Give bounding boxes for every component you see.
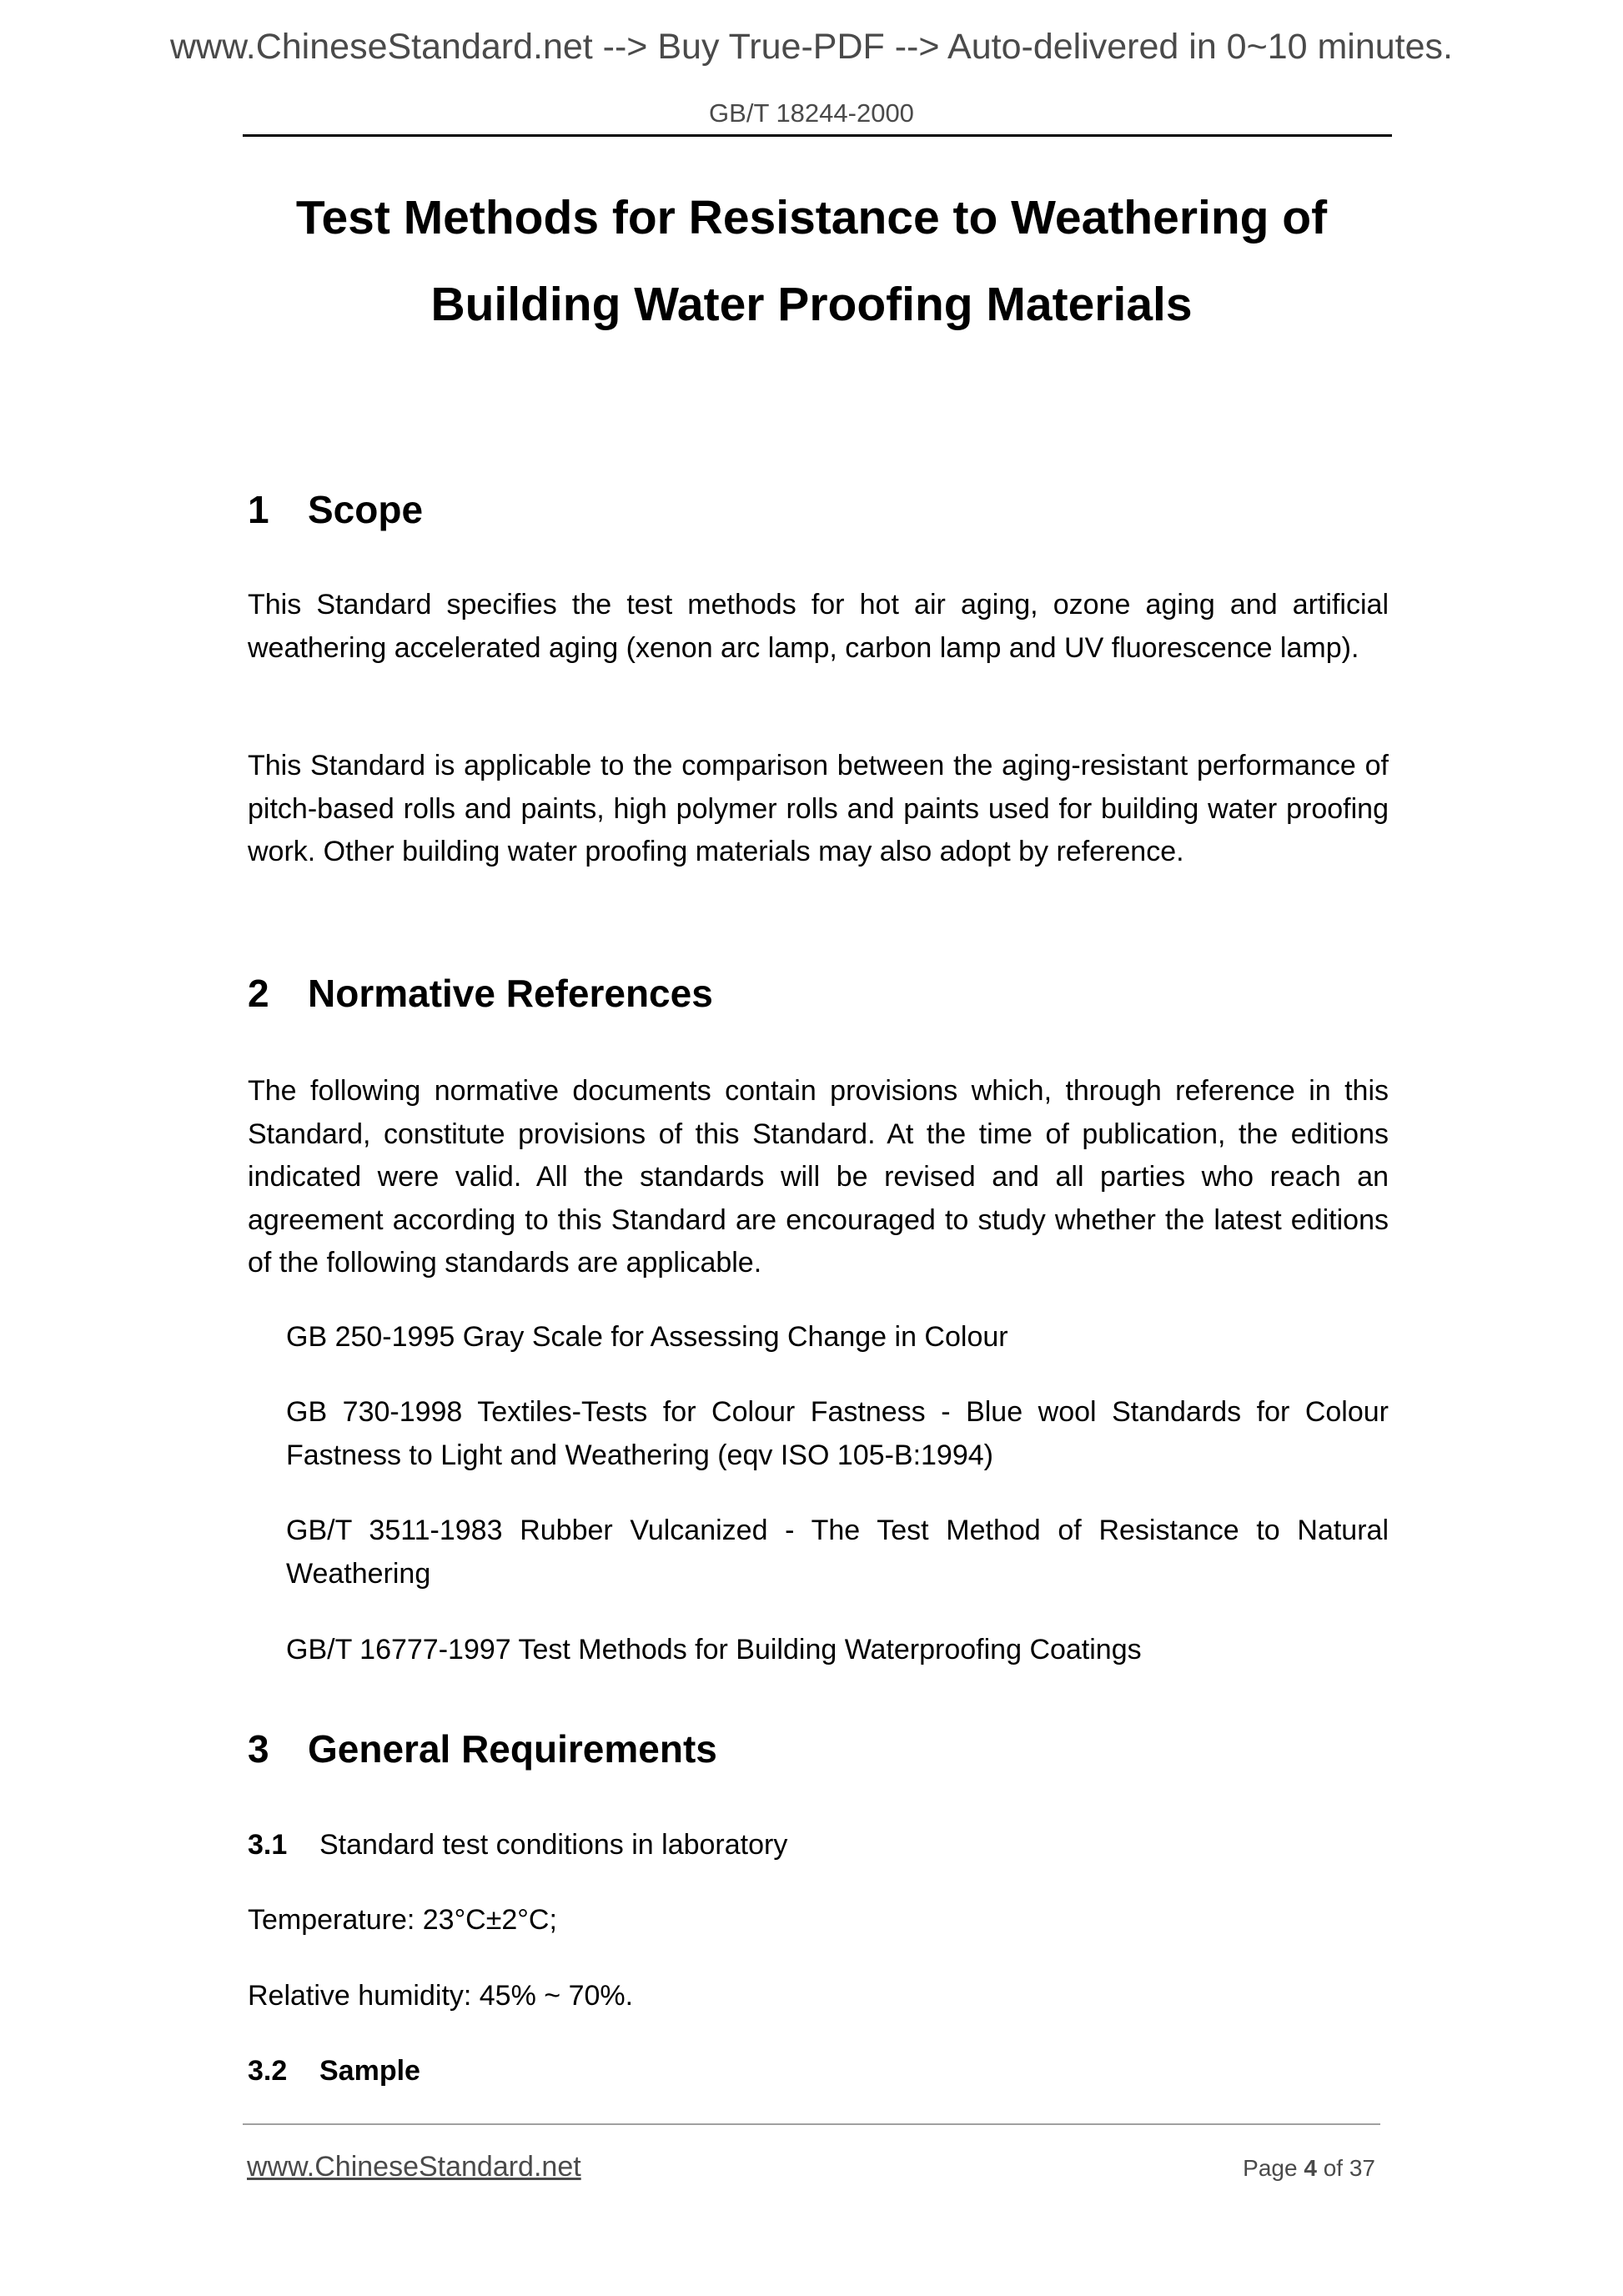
page-total: 37 xyxy=(1349,2155,1375,2181)
reference-item: GB 730-1998 Textiles-Tests for Colour Fastness - Blue wool Standards for Colour Fastness to Light and Weathering (eqv ISO 105-B:1994) xyxy=(286,1396,1389,1471)
section-title: Scope xyxy=(308,488,424,531)
section-number: 1 xyxy=(248,488,269,531)
subsection-title: Standard test conditions in laboratory xyxy=(319,1829,788,1861)
page-indicator xyxy=(1234,2153,1375,2183)
paragraph: The following normative documents contain provisions which, through reference in this Standard, constitute provisions of this Standard. At the time of publication, the editions indicated were valid. All the standards will be revised and all parties who reach an agreement according to this Standard are encouraged to study whether the latest editions of the following standards are applicable. xyxy=(248,1075,1389,1279)
section-heading-normative-references xyxy=(248,970,713,1017)
document-title-line2: Building Water Proofing Materials xyxy=(430,278,1193,331)
paragraph: This Standard is applicable to the comparison between the aging-resistant performance of pitch-based rolls and paints, high polymer rolls and paints used for building water proofing work. Other building water proofing materials may also adopt by reference. xyxy=(248,750,1389,867)
page-prefix: Page xyxy=(1243,2155,1304,2181)
subsection-heading-3-2 xyxy=(248,2050,420,2093)
document-title-line1: Test Methods for Resistance to Weathering of xyxy=(295,191,1328,244)
footer-site-link[interactable]: www.ChineseStandard.net xyxy=(247,2151,581,2183)
subsection-heading-3-1 xyxy=(248,1824,787,1866)
footer-divider xyxy=(243,2123,1380,2125)
section-title: General Requirements xyxy=(308,1727,717,1771)
reference-item: GB 250-1995 Gray Scale for Assessing Change in Colour xyxy=(286,1321,1008,1353)
section-number: 3 xyxy=(248,1727,269,1771)
temperature-line: Temperature: 23°C±2°C; xyxy=(248,1904,557,1936)
section-heading-general-requirements xyxy=(248,1726,717,1772)
page-of: of xyxy=(1316,2155,1349,2181)
paragraph: This Standard specifies the test methods for hot air aging, ozone aging and artificial weathering accelerated aging (xenon arc lamp, carbon lamp and UV fluorescence lamp). xyxy=(248,589,1389,664)
header-banner: www.ChineseStandard.net --> Buy True-PDF --> Auto-delivered in 0~10 minutes. xyxy=(169,27,1453,67)
reference-item: GB/T 3511-1983 Rubber Vulcanized - The Test Method of Resistance to Natural Weathering xyxy=(286,1515,1389,1590)
standard-code: GB/T 18244-2000 xyxy=(709,98,914,128)
humidity-line: Relative humidity: 45% ~ 70%. xyxy=(248,1980,634,2012)
subsection-number: 3.2 xyxy=(248,2055,288,2087)
subsection-number: 3.1 xyxy=(248,1829,288,1861)
section-number: 2 xyxy=(248,972,269,1015)
section-title: Normative References xyxy=(308,972,713,1015)
section-heading-scope xyxy=(248,486,423,533)
reference-item: GB/T 16777-1997 Test Methods for Building Waterproofing Coatings xyxy=(286,1634,1142,1665)
header-divider xyxy=(243,134,1392,137)
subsection-title: Sample xyxy=(319,2055,420,2087)
page-current: 4 xyxy=(1304,2155,1317,2181)
